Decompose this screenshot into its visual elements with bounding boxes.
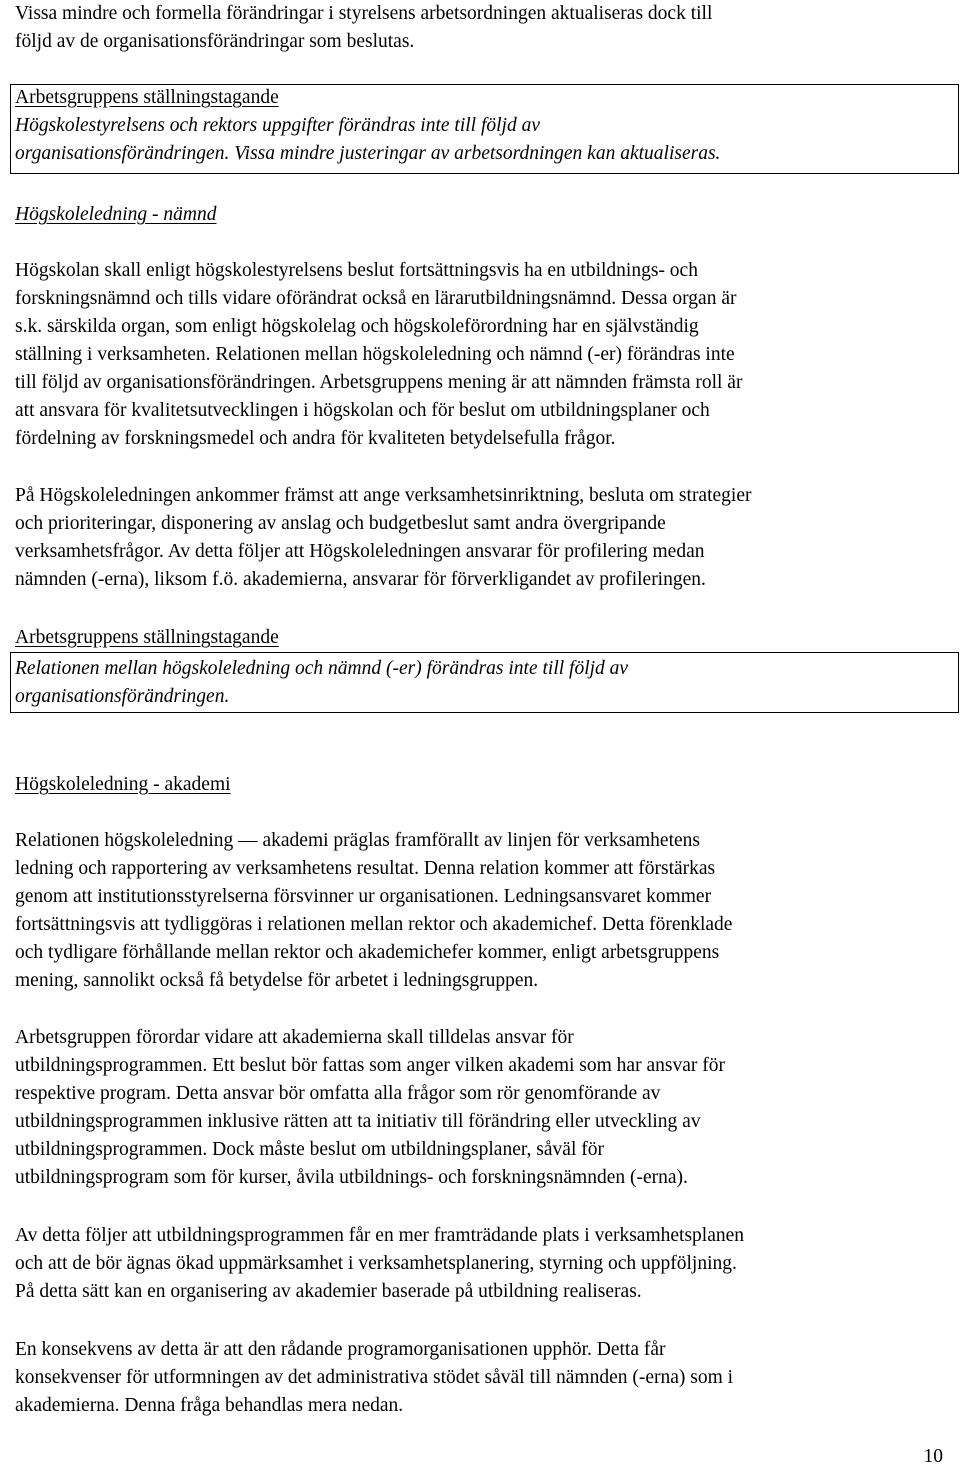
namnd-p1-line: ställning i verksamheten. Relationen mellan högskoleledning och nämnd (-er) förändras inte [15,344,735,365]
akademi-p3-line: och att de bör ägnas ökad uppmärksamhet i verksamhetsplanering, styrning och uppföljning. [15,1253,737,1274]
akademi-p2-line: utbildningsprogrammen inklusive rätten att ta initiativ till förändring eller utveckling av [15,1111,701,1132]
namnd-p1-line: till följd av organisationsförändringen. Arbetsgruppens mening är att nämnden främsta roll är [15,372,743,393]
akademi-p1-line: och tydligare förhållande mellan rektor och akademichefer kommer, enligt arbetsgruppens [15,942,720,963]
namnd-p2-line: På Högskoleledningen ankommer främst att ange verksamhetsinriktning, besluta om strategier [15,485,752,506]
section-heading-namnd: Högskoleledning - nämnd [15,204,217,225]
akademi-p1-line: Relationen högskoleledning — akademi präglas framförallt av linjen för verksamhetens [15,830,700,851]
page-number: 10 [923,1446,943,1467]
stance-text-1-line-2: organisationsförändringen. Vissa mindre justeringar av arbetsordningen kan aktualiseras. [15,143,721,164]
section-heading-akademi: Högskoleledning - akademi [15,774,231,795]
akademi-p2-line: respektive program. Detta ansvar bör omfatta alla frågor som rör genomförande av [15,1083,661,1104]
namnd-p1-line: forskningsnämnd och tills vidare oförändrat också en lärarutbildningsnämnd. Dessa organ är [15,288,737,309]
namnd-p1-line: Högskolan skall enligt högskolestyrelsens beslut fortsättningsvis ha en utbildnings- och [15,260,698,281]
akademi-p4-line: En konsekvens av detta är att den rådande programorganisationen upphör. Detta får [15,1339,666,1360]
akademi-p3-line: På detta sätt kan en organisering av akademier baserade på utbildning realiseras. [15,1281,642,1302]
namnd-p1-line: s.k. särskilda organ, som enligt högskolelag och högskoleförordning har en självständig [15,316,699,337]
namnd-p1-line: att ansvara för kvalitetsutvecklingen i högskolan och för beslut om utbildningsplaner och [15,400,710,421]
stance-heading-2: Arbetsgruppens ställningstagande [15,627,279,648]
stance-heading-1: Arbetsgruppens ställningstagande [15,87,279,108]
akademi-p2-line: utbildningsprogram som för kurser, åvila utbildnings- och forskningsnämnden (-erna). [15,1167,688,1188]
akademi-p2-line: utbildningsprogrammen. Ett beslut bör fattas som anger vilken akademi som har ansvar för [15,1055,725,1076]
namnd-p2-line: nämnden (-erna), liksom f.ö. akademierna, ansvarar för förverkligandet av profileringen. [15,569,706,590]
akademi-p4-line: akademierna. Denna fråga behandlas mera nedan. [15,1395,404,1416]
akademi-p3-line: Av detta följer att utbildningsprogrammen får en mer framträdande plats i verksamhetsplanen [15,1225,745,1246]
namnd-p2-line: verksamhetsfrågor. Av detta följer att Högskoleledningen ansvarar för profilering medan [15,541,705,562]
akademi-p4-line: konsekvenser för utformningen av det administrativa stödet såväl till nämnden (-erna) som i [15,1367,734,1388]
intro-line-1: Vissa mindre och formella förändringar i styrelsens arbetsordningen aktualiseras dock till [15,3,713,24]
namnd-p2-line: och prioriteringar, disponering av anslag och budgetbeslut samt andra övergripande [15,513,666,534]
stance-text-2-line-1: Relationen mellan högskoleledning och nämnd (-er) förändras inte till följd av [15,658,629,679]
akademi-p1-line: fortsättningsvis att tydliggöras i relationen mellan rektor och akademichef. Detta förenklade [15,914,733,935]
stance-text-2-line-2: organisationsförändringen. [15,686,230,707]
akademi-p1-line: genom att institutionsstyrelserna försvinner ur organisationen. Ledningsansvaret kommer [15,886,712,907]
stance-text-1-line-1: Högskolestyrelsens och rektors uppgifter förändras inte till följd av [15,115,541,136]
akademi-p1-line: mening, sannolikt också få betydelse för arbetet i ledningsgruppen. [15,970,539,991]
akademi-p2-line: Arbetsgruppen förordar vidare att akademierna skall tilldelas ansvar för [15,1027,574,1048]
akademi-p1-line: ledning och rapportering av verksamhetens resultat. Denna relation kommer att förstärkas [15,858,716,879]
akademi-p2-line: utbildningsprogrammen. Dock måste beslut om utbildningsplaner, såväl för [15,1139,604,1160]
intro-line-2: följd av de organisationsförändringar som beslutas. [15,31,415,52]
namnd-p1-line: fördelning av forskningsmedel och andra för kvaliteten betydelsefulla frågor. [15,428,616,449]
